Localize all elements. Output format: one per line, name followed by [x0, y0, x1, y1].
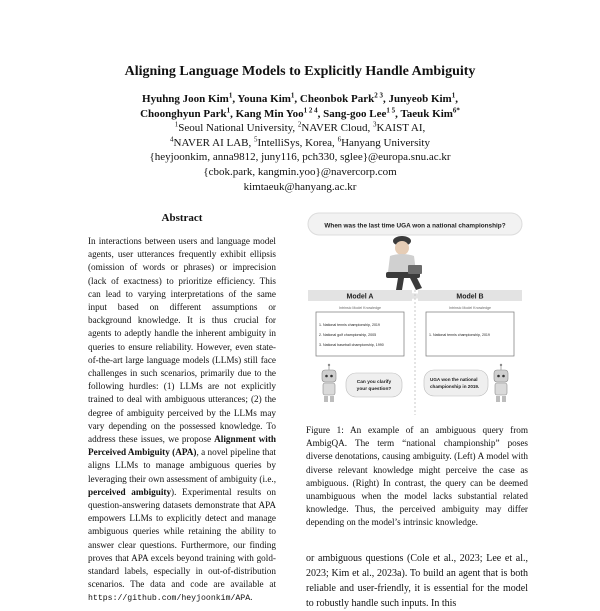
abstract-part: , a novel pipeline that aligns LLMs to manage ambiguous queries by leveraging their own assessment of ambiguity (i.e., [88, 447, 276, 484]
author-name: Taeuk Kim [400, 107, 453, 120]
author-sup: 1 [226, 105, 231, 114]
person-illustration [377, 236, 429, 299]
author-sup: 6* [452, 105, 460, 114]
reply-b-line: UGA won the national [430, 377, 478, 382]
body-paragraph: or ambiguous questions (Cole et al., 2023; Lee et al., 2023; Kim et al., 2023a). To build an agent that is both reliable and user-friendly, it is essential for the model to robustly handle such inputs. In this [306, 553, 528, 609]
reply-a-line: your question? [356, 387, 392, 392]
author-name: Junyeob Kim [388, 93, 452, 105]
author-line-2: Choonghyun Park$^1$, Kang Min Yoo$^{1 2 4}$, Sang-goo Lee$^{1 5}$, Taeuk Kim$^{6*}$ [140, 105, 460, 120]
affil-sup: 6 [337, 135, 342, 144]
robot-b-icon [494, 364, 508, 402]
author-name: Youna Kim [237, 93, 291, 105]
author-sup: 2 3 [374, 91, 383, 100]
knowledge-item-a: 2. National golf championship, 2005 [319, 333, 377, 337]
figure-illustration [306, 210, 524, 420]
author-sup: 1 [228, 91, 233, 100]
affil-sup: 1 [174, 120, 179, 129]
abstract-bold: Alignment with Perceived Ambiguity (APA) [88, 434, 276, 458]
affil-name: Seoul National University, [178, 122, 298, 135]
abstract-part: ). Experimental results on question-answering datasets demonstrate that APA empowers LLMs to explicitly detect and manage ambiguous queries while retaining the ability to answer clear questions. Furthermore, our finding proves that APA excels beyond training with gold-standard labels, especially in out-of-distribution scenarios. The data and code are available at [88, 486, 276, 590]
model-b-label: Model B [456, 293, 484, 301]
affil-sup: 4 [170, 135, 174, 144]
affil-name: Hanyang University [341, 136, 430, 149]
reply-bubble-b [424, 370, 488, 396]
author-sup: 1 2 4 [303, 105, 318, 114]
author-line-1: Hyuhng Joon Kim$^1$, Youna Kim$^1$, Cheonbok Park$^{2 3}$, Junyeob Kim$^1$, [142, 91, 458, 105]
author-name: Sang-goo Lee [323, 107, 387, 120]
abstract-part: In interactions between users and language model agents, user utterances frequently exhibit ellipsis (omission of words or phrases) or imprecision (lack of exactness) to prioritize efficiency. This can lead to varying interpretations of the same input based on different assumptions or background knowledge. It is thus crucial for agents to adeptly handle the inherent ambiguity in queries to ensure reliability. However, even state-of-the-art large language models (LLMs) still face challenges in such scenarios, primarily due to the following hurdles: (1) LLMs are not explicitly trained to deal with ambiguous utterances; (2) the degree of ambiguity perceived by the LLMs may vary depending on the possessed knowledge. To address these issues, we propose [88, 236, 276, 445]
affiliation-line-2 [60, 136, 540, 151]
knowledge-label-b: Intrinsic Model Knowledge [449, 306, 491, 310]
abstract-end: . [250, 592, 253, 603]
affil-sup: 3 [373, 120, 377, 129]
author-block [60, 92, 540, 194]
affil-name: NAVER AI LAB, [173, 136, 255, 149]
model-a-label: Model A [346, 293, 374, 301]
author-name: Choonghyun Park [140, 107, 227, 120]
knowledge-item-a: 3. National baseball championship, 1990 [319, 343, 384, 347]
author-name: Cheonbok Park [299, 93, 375, 105]
author-sup: 1 [290, 91, 295, 100]
affiliation-line-1 [60, 121, 540, 136]
robot-a-icon [322, 364, 336, 402]
paper-title: Aligning Language Models to Explicitly Handle Ambiguity [124, 64, 476, 79]
author-name: Kang Min Yoo [235, 107, 304, 120]
affil-sup: 2 [297, 120, 302, 129]
affil-name: NAVER Cloud, [301, 122, 374, 135]
author-sup: 1 [451, 91, 456, 100]
question-text: When was the last time UGA won a national championship? [324, 222, 506, 230]
affil-name: KAIST AI, [376, 122, 426, 135]
figure-caption: Figure 1: An example of an ambiguous query from AmbigQA. The term “national championship” poses diverse denotations, causing ambiguity. (Left) A model with diverse relevant knowledge might perceive the case as ambiguous. (Right) In contrast, the query can be deemed unambiguous when the model lacks substantial related knowledge. Thus, the perceived ambiguity may differ depending on the model’s intrinsic knowledge. [306, 425, 528, 528]
affil-name: IntelliSys, Korea, [257, 136, 338, 149]
code-url-link[interactable]: https://github.com/heyjoonkim/APA [88, 594, 251, 604]
email-line-1: {heyjoonkim, anna9812, juny116, pch330, sglee}@europa.snu.ac.kr [149, 151, 451, 164]
email-line-2: {cbok.park, kangmin.yoo}@navercorp.com [203, 165, 397, 178]
knowledge-label-a: Intrinsic Model Knowledge [339, 306, 381, 310]
affil-sup: 5 [254, 135, 258, 144]
reply-b-line: championship in 2019. [430, 384, 480, 389]
figure-1 [306, 210, 524, 420]
abstract-text [88, 235, 276, 606]
reply-a-line: Can you clarify [356, 380, 392, 385]
reply-bubble-a [346, 373, 402, 397]
author-sup: 1 5 [386, 105, 396, 114]
knowledge-item-a: 1. National tennis championship, 2019 [319, 323, 380, 327]
abstract-heading: Abstract [161, 212, 203, 224]
abstract-bold: perceived ambiguity [88, 486, 172, 497]
email-line-3: kimtaeuk@hanyang.ac.kr [243, 180, 357, 193]
knowledge-item-b: 1. National tennis championship, 2019 [429, 333, 490, 337]
author-name: Hyuhng Joon Kim [142, 93, 229, 105]
